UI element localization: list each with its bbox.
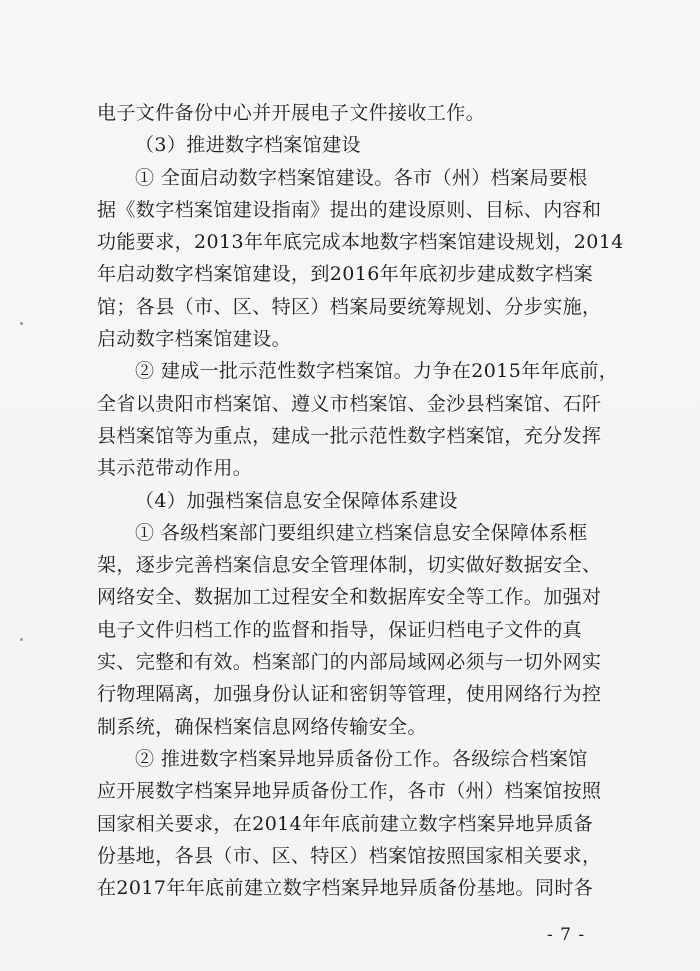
body-line: 网络安全、数据加工过程安全和数据库安全等工作。加强对	[97, 586, 602, 609]
paragraph-start: ① 各级档案部门要组织建立档案信息安全保障体系框	[135, 521, 588, 544]
body-line: 份基地，各县（市、区、特区）档案馆按照国家相关要求，	[97, 844, 602, 867]
body-line: 县档案馆等为重点，建成一批示范性数字档案馆，充分发挥	[97, 424, 602, 447]
body-line: 馆；各县（市、区、特区）档案局要统筹规划、分步实施，	[97, 295, 602, 318]
body-line: 功能要求，2013年年底完成本地数字档案馆建设规划，2014	[97, 231, 624, 254]
paragraph-start: ② 建成一批示范性数字档案馆。力争在2015年年底前，	[135, 360, 619, 383]
paragraph-start: ① 全面启动数字档案馆建设。各市（州）档案局要根	[135, 166, 588, 189]
body-line: 行物理隔离，加强身份认证和密钥等管理，使用网络行为控	[97, 683, 602, 706]
body-line: 年启动数字档案馆建设，到2016年年底初步建成数字档案	[97, 263, 594, 286]
body-line: 应开展数字档案异地异质备份工作，各市（州）档案馆按照	[97, 780, 602, 803]
body-line: 其示范带动作用。	[97, 457, 253, 480]
body-line: 实、完整和有效。档案部门的内部局域网必须与一切外网实	[97, 651, 602, 674]
section-heading: （4）加强档案信息安全保障体系建设	[135, 489, 458, 512]
paragraph-start: ② 推进数字档案异地异质备份工作。各级综合档案馆	[135, 747, 588, 770]
section-heading: （3）推进数字档案馆建设	[135, 134, 361, 157]
body-line: 据《数字档案馆建设指南》提出的建设原则、目标、内容和	[97, 198, 602, 221]
body-line: 全省以贵阳市档案馆、遵义市档案馆、金沙县档案馆、石阡	[97, 392, 602, 415]
document-body	[97, 97, 624, 904]
body-line: 架，逐步完善档案信息安全管理体制，切实做好数据安全、	[97, 554, 602, 577]
body-line: 启动数字档案馆建设。	[97, 328, 292, 351]
scan-mark	[20, 322, 23, 325]
body-line: 电子文件备份中心并开展电子文件接收工作。	[97, 102, 486, 124]
body-line: 国家相关要求，在2014年年底前建立数字档案异地异质备	[97, 812, 594, 835]
body-line: 在2017年年底前建立数字档案异地异质备份基地。同时各	[97, 877, 594, 900]
page-number: - 7 -	[547, 925, 586, 945]
scan-mark	[20, 638, 23, 641]
body-line: 电子文件归档工作的监督和指导，保证归档电子文件的真	[97, 618, 583, 641]
body-line: 制系统，确保档案信息网络传输安全。	[97, 715, 427, 738]
